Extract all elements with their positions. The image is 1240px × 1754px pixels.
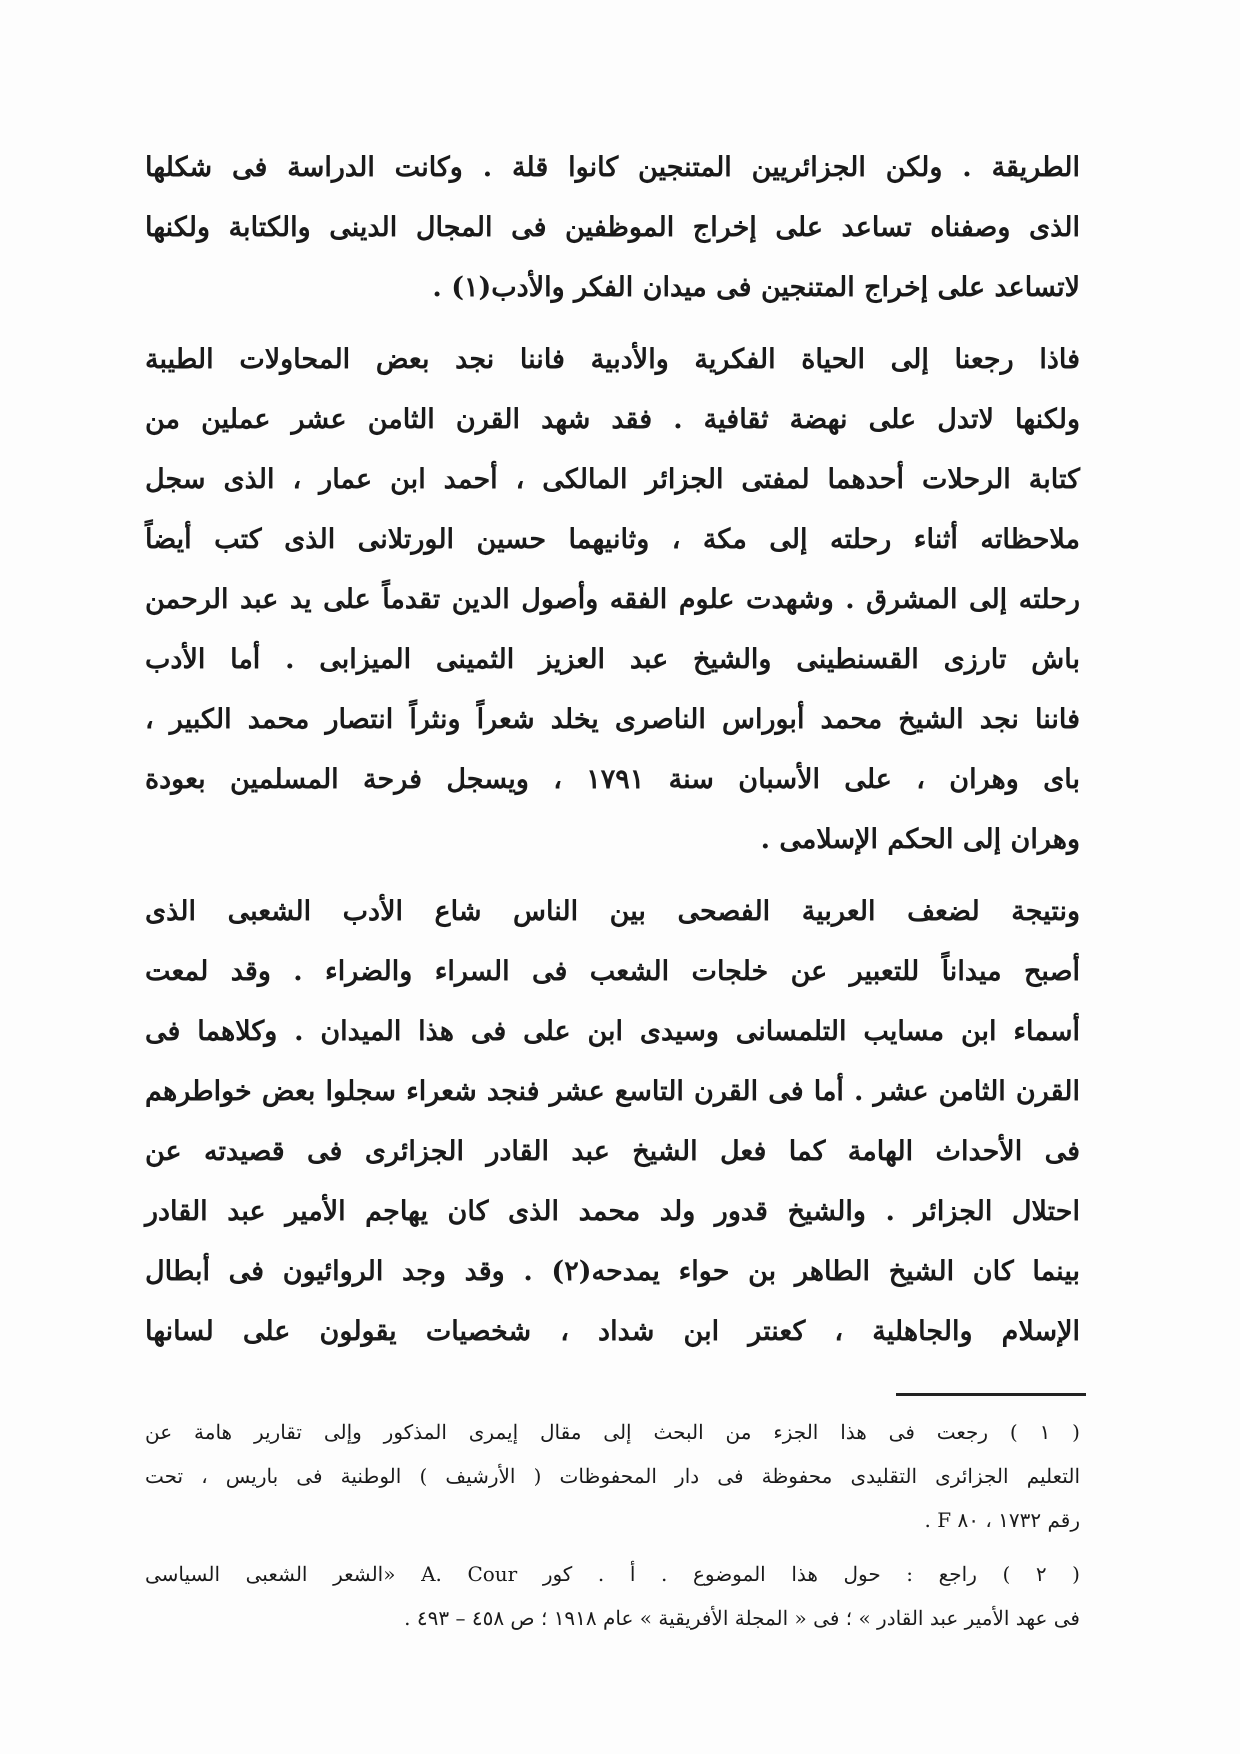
- text-line: فاننا نجد الشيخ محمد أبوراس الناصرى يخلد شعراً ونثراً انتصار محمد الكبير ،: [145, 704, 1080, 735]
- text-line: وهران إلى الحكم الإسلامى .: [760, 824, 1080, 855]
- paragraph-1: [145, 138, 1080, 318]
- text-line: كتابة الرحلات أحدهما لمفتى الجزائر المالكى ، أحمد ابن عمار ، الذى سجل: [145, 464, 1080, 495]
- text-line: ولكنها لاتدل على نهضة ثقافية . فقد شهد القرن الثامن عشر عملين من: [145, 404, 1080, 435]
- text-line: الطريقة . ولكن الجزائريين المتنجين كانوا قلة . وكانت الدراسة فى شكلها: [145, 152, 1080, 183]
- text-line: لاتساعد على إخراج المتنجين فى ميدان الفكر والأدب(١) .: [432, 272, 1080, 303]
- text-line: أصبح ميداناً للتعبير عن خلجات الشعب فى السراء والضراء . وقد لمعت: [145, 956, 1080, 987]
- footnote-divider: [896, 1393, 1086, 1396]
- footnote-1: [145, 1410, 1080, 1542]
- footnote-line: التعليم الجزائرى التقليدى محفوظة فى دار المحفوظات ( الأرشيف ) الوطنية فى باريس ، تحت: [145, 1464, 1080, 1488]
- text-line: أسماء ابن مسايب التلمسانى وسيدى ابن على فى هذا الميدان . وكلاهما فى: [145, 1016, 1080, 1047]
- text-line: فاذا رجعنا إلى الحياة الفكرية والأدبية فاننا نجد بعض المحاولات الطيبة: [145, 344, 1080, 375]
- text-line: الإسلام والجاهلية ، كعنتر ابن شداد ، شخصيات يقولون على لسانها: [145, 1316, 1080, 1347]
- paragraph-2: [145, 330, 1080, 870]
- text-line: الذى وصفناه تساعد على إخراج الموظفين فى المجال الدينى والكتابة ولكنها: [145, 212, 1080, 243]
- footnote-line: فى عهد الأمير عبد القادر » ؛ فى « المجلة الأفريقية » عام ١٩١٨ ؛ ص ٤٥٨ – ٤٩٣ .: [404, 1606, 1080, 1630]
- footnote-line: ( ٢ ) راجع : حول هذا الموضوع . أ . كور A. Cour «الشعر الشعبى السياسى: [145, 1562, 1080, 1586]
- text-line: رحلته إلى المشرق . وشهدت علوم الفقه وأصول الدين تقدماً على يد عبد الرحمن: [145, 584, 1080, 615]
- footnote-2: [145, 1552, 1080, 1640]
- text-line: القرن الثامن عشر . أما فى القرن التاسع عشر فنجد شعراء سجلوا بعض خواطرهم: [145, 1076, 1080, 1107]
- text-line: باش تارزى القسنطينى والشيخ عبد العزيز الثمينى الميزابى . أما الأدب: [145, 644, 1080, 675]
- main-body-text: [145, 138, 1080, 1374]
- text-line: باى وهران ، على الأسبان سنة ١٧٩١ ، ويسجل فرحة المسلمين بعودة: [145, 764, 1080, 795]
- paragraph-3: [145, 882, 1080, 1362]
- footnotes: [145, 1410, 1080, 1650]
- text-line: ملاحظاته أثناء رحلته إلى مكة ، وثانيهما حسين الورتلانى الذى كتب أيضاً: [145, 524, 1080, 555]
- text-line: بينما كان الشيخ الطاهر بن حواء يمدحه(٢) . وقد وجد الروائيون فى أبطال: [145, 1256, 1080, 1287]
- text-line: ونتيجة لضعف العربية الفصحى بين الناس شاع الأدب الشعبى الذى: [145, 896, 1080, 927]
- text-line: فى الأحداث الهامة كما فعل الشيخ عبد القادر الجزائرى فى قصيدته عن: [145, 1136, 1080, 1167]
- footnote-line: ( ١ ) رجعت فى هذا الجزء من البحث إلى مقال إيمرى المذكور وإلى تقارير هامة عن: [145, 1420, 1080, 1444]
- footnote-line: رقم ١٧٣٢ ، ٨٠ F .: [924, 1508, 1080, 1532]
- text-line: احتلال الجزائر . والشيخ قدور ولد محمد الذى كان يهاجم الأمير عبد القادر: [145, 1196, 1080, 1227]
